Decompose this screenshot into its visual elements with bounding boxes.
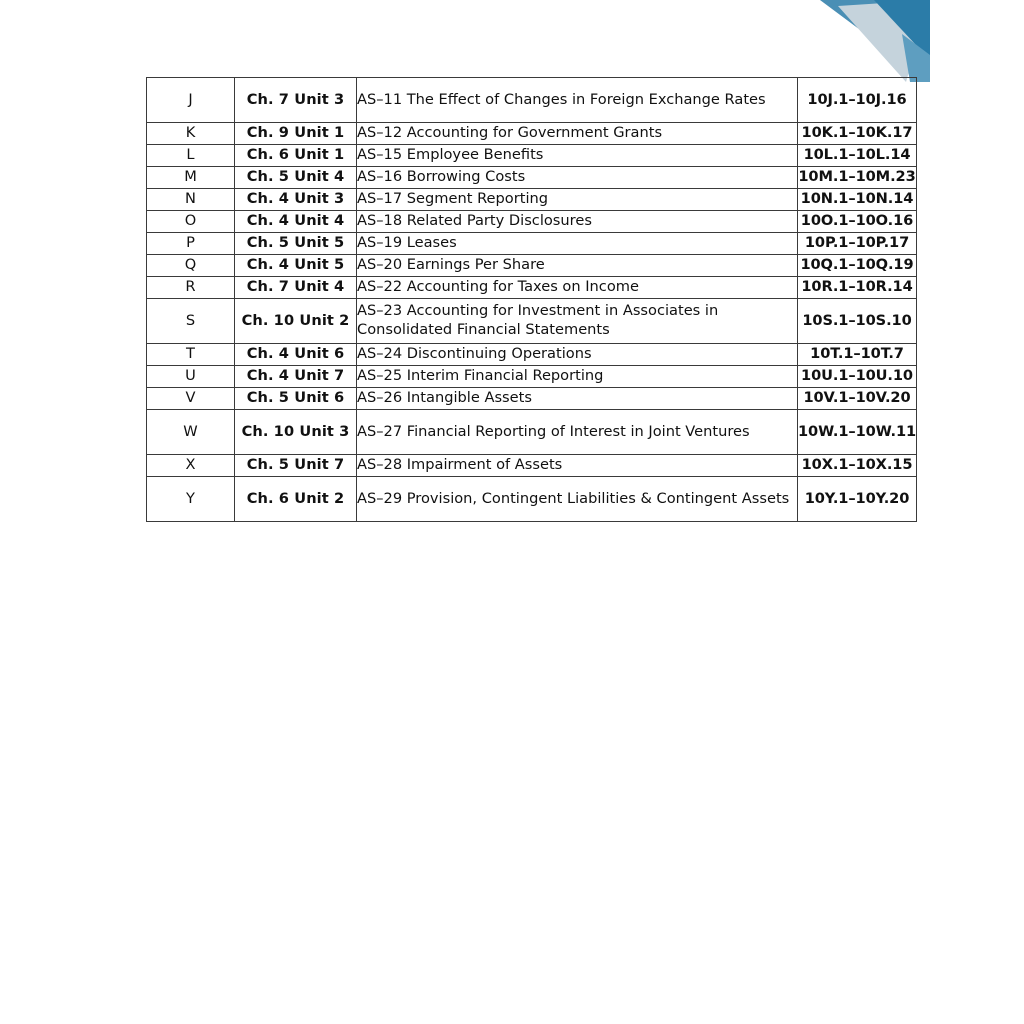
row-pages: 10V.1–10V.20 — [798, 388, 917, 410]
row-title: AS–23 Accounting for Investment in Associates in Consolidated Financial Statements — [357, 299, 798, 344]
row-title: AS–25 Interim Financial Reporting — [357, 366, 798, 388]
table-row — [147, 388, 917, 410]
table-body — [147, 78, 917, 522]
corner-fan-decoration — [790, 0, 930, 82]
row-chapter: Ch. 5 Unit 5 — [235, 233, 357, 255]
table-row — [147, 255, 917, 277]
accounting-standards-reference-table — [146, 77, 917, 522]
row-chapter: Ch. 10 Unit 3 — [235, 410, 357, 455]
row-title: AS–22 Accounting for Taxes on Income — [357, 277, 798, 299]
row-title: AS–26 Intangible Assets — [357, 388, 798, 410]
row-chapter: Ch. 5 Unit 4 — [235, 167, 357, 189]
table-row — [147, 145, 917, 167]
row-code: J — [147, 78, 235, 123]
row-code: L — [147, 145, 235, 167]
row-code: X — [147, 455, 235, 477]
row-code: P — [147, 233, 235, 255]
row-chapter: Ch. 4 Unit 6 — [235, 344, 357, 366]
table-row — [147, 477, 917, 522]
row-pages: 10O.1–10O.16 — [798, 211, 917, 233]
row-pages: 10P.1–10P.17 — [798, 233, 917, 255]
row-pages: 10S.1–10S.10 — [798, 299, 917, 344]
row-chapter: Ch. 5 Unit 6 — [235, 388, 357, 410]
table-row — [147, 344, 917, 366]
row-chapter: Ch. 6 Unit 1 — [235, 145, 357, 167]
row-title: AS–29 Provision, Contingent Liabilities & Contingent Assets — [357, 477, 798, 522]
row-pages: 10N.1–10N.14 — [798, 189, 917, 211]
table-row — [147, 189, 917, 211]
row-title: AS–15 Employee Benefits — [357, 145, 798, 167]
row-pages: 10R.1–10R.14 — [798, 277, 917, 299]
row-chapter: Ch. 6 Unit 2 — [235, 477, 357, 522]
row-pages: 10M.1–10M.23 — [798, 167, 917, 189]
table-row — [147, 277, 917, 299]
row-pages: 10W.1–10W.11 — [798, 410, 917, 455]
row-code: K — [147, 123, 235, 145]
row-code: T — [147, 344, 235, 366]
table-row — [147, 167, 917, 189]
row-chapter: Ch. 7 Unit 3 — [235, 78, 357, 123]
row-chapter: Ch. 4 Unit 4 — [235, 211, 357, 233]
row-chapter: Ch. 10 Unit 2 — [235, 299, 357, 344]
row-pages: 10K.1–10K.17 — [798, 123, 917, 145]
row-code: M — [147, 167, 235, 189]
row-title: AS–27 Financial Reporting of Interest in Joint Ventures — [357, 410, 798, 455]
table-row — [147, 410, 917, 455]
row-title: AS–28 Impairment of Assets — [357, 455, 798, 477]
row-code: R — [147, 277, 235, 299]
row-chapter: Ch. 9 Unit 1 — [235, 123, 357, 145]
table-row — [147, 455, 917, 477]
row-chapter: Ch. 4 Unit 3 — [235, 189, 357, 211]
row-pages: 10T.1–10T.7 — [798, 344, 917, 366]
row-pages: 10L.1–10L.14 — [798, 145, 917, 167]
row-title: AS–16 Borrowing Costs — [357, 167, 798, 189]
row-pages: 10Y.1–10Y.20 — [798, 477, 917, 522]
row-title: AS–20 Earnings Per Share — [357, 255, 798, 277]
table-row — [147, 299, 917, 344]
row-code: S — [147, 299, 235, 344]
row-code: O — [147, 211, 235, 233]
row-title: AS–11 The Effect of Changes in Foreign Exchange Rates — [357, 78, 798, 123]
decoration-triangle-light — [838, 0, 930, 82]
decoration-triangle-mid-blue — [820, 0, 930, 82]
row-chapter: Ch. 7 Unit 4 — [235, 277, 357, 299]
row-pages: 10X.1–10X.15 — [798, 455, 917, 477]
table-row — [147, 366, 917, 388]
row-pages: 10Q.1–10Q.19 — [798, 255, 917, 277]
decoration-triangle-dark — [874, 0, 930, 60]
row-title: AS–24 Discontinuing Operations — [357, 344, 798, 366]
row-pages: 10J.1–10J.16 — [798, 78, 917, 123]
row-code: Q — [147, 255, 235, 277]
row-code: V — [147, 388, 235, 410]
row-pages: 10U.1–10U.10 — [798, 366, 917, 388]
table-row — [147, 211, 917, 233]
row-title: AS–17 Segment Reporting — [357, 189, 798, 211]
row-chapter: Ch. 4 Unit 7 — [235, 366, 357, 388]
table-row — [147, 123, 917, 145]
table-row — [147, 233, 917, 255]
row-code: U — [147, 366, 235, 388]
row-title: AS–18 Related Party Disclosures — [357, 211, 798, 233]
decoration-triangle-pale — [902, 34, 930, 82]
row-title: AS–19 Leases — [357, 233, 798, 255]
row-code: N — [147, 189, 235, 211]
table-row — [147, 78, 917, 123]
row-chapter: Ch. 5 Unit 7 — [235, 455, 357, 477]
row-code: Y — [147, 477, 235, 522]
row-title: AS–12 Accounting for Government Grants — [357, 123, 798, 145]
row-chapter: Ch. 4 Unit 5 — [235, 255, 357, 277]
row-code: W — [147, 410, 235, 455]
document-page-body — [146, 77, 916, 522]
